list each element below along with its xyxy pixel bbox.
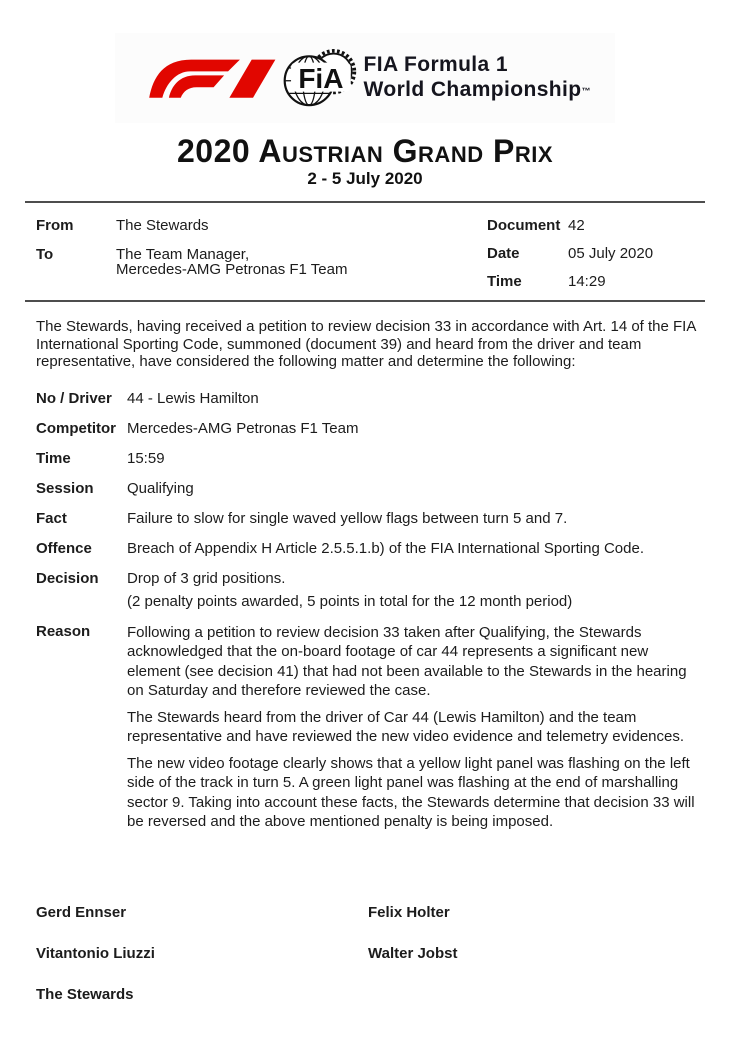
session-value: Qualifying — [127, 479, 194, 497]
field-row-time — [36, 450, 700, 467]
time-label: Time — [487, 273, 522, 290]
document-body — [25, 318, 705, 832]
reason-paragraph-2: The Stewards heard from the driver of Car 44 (Lewis Hamilton) and the team representative and have reviewed the new video evidence and telemetry evidences. — [127, 708, 685, 745]
document-label: Document — [487, 217, 561, 234]
meta-row-from — [36, 218, 486, 234]
reason-paragraph-1: Following a petition to review decision 33 taken after Qualifying, the Stewards acknowledged that the on-board footage of car 44 represents a significant new element (see decision 41) that had not been available to the Stewards in the hearing on Saturday and therefore reviewed the case. — [127, 623, 687, 699]
time-value: 14:29 — [568, 273, 606, 290]
decision-line1: Drop of 3 grid positions. — [127, 569, 286, 587]
document-number: 42 — [568, 217, 585, 234]
signature-block — [25, 904, 705, 1003]
header-logo-strip — [115, 33, 615, 123]
meta-left — [36, 218, 486, 277]
wordmark-line2: World Championship™ — [363, 78, 591, 101]
signature-row-2 — [36, 945, 705, 962]
decision-label: Decision — [36, 569, 99, 587]
field-row-competitor — [36, 420, 700, 437]
field-row-no-driver — [36, 390, 700, 407]
decision-value — [127, 570, 700, 610]
meta-row-time — [487, 274, 717, 290]
fia-logo-icon — [282, 46, 358, 110]
f1-logo-icon — [140, 55, 278, 101]
incident-time-label: Time — [36, 449, 71, 467]
to-value — [116, 247, 347, 277]
reason-value — [127, 623, 700, 832]
no-driver-label: No / Driver — [36, 389, 112, 407]
field-row-fact — [36, 510, 700, 527]
offence-label: Offence — [36, 539, 92, 557]
document-meta — [25, 203, 705, 300]
from-value: The Stewards — [116, 217, 209, 234]
date-label: Date — [487, 245, 520, 262]
to-label: To — [36, 246, 54, 263]
offence-value: Breach of Appendix H Article 2.5.5.1.b) of the FIA International Sporting Code. — [127, 539, 644, 557]
decision-fields — [36, 390, 700, 832]
steward-name-3: Vitantonio Liuzzi — [36, 944, 155, 962]
field-row-session — [36, 480, 700, 497]
field-row-decision — [36, 570, 700, 610]
steward-name-1: Gerd Ennser — [36, 903, 127, 921]
competitor-label: Competitor — [36, 419, 116, 437]
event-date-range: 2 - 5 July 2020 — [307, 169, 423, 188]
reason-paragraph-3: The new video footage clearly shows that a yellow light panel was flashing on the left side of the track in turn 5. A green light panel was flashing at the end of marshalling sector 9. Taking into account these facts, the Stewards determine that decision 33 will be reversed and the above mentioned penalty is being imposed. — [127, 754, 695, 830]
fia-wordmark — [364, 52, 591, 104]
event-title: 2020 Austrian Grand Prix — [176, 133, 553, 169]
field-row-reason — [36, 623, 700, 832]
competitor-value: Mercedes-AMG Petronas F1 Team — [127, 419, 359, 437]
intro-paragraph: The Stewards, having received a petition to review decision 33 in accordance with Art. 14 of the FIA International Sporting Code, summoned (document 39) and heard from the driver and team representative, have considered the following matter and determine the following: — [36, 318, 696, 370]
fact-label: Fact — [36, 509, 67, 527]
field-row-offence — [36, 540, 700, 557]
decision-line2: (2 penalty points awarded, 5 points in total for the 12 month period) — [127, 592, 573, 610]
wordmark-line1: FIA Formula 1 — [363, 53, 508, 76]
trademark-symbol: ™ — [581, 86, 591, 96]
date-value: 05 July 2020 — [568, 245, 654, 262]
fia-decision-document — [0, 33, 730, 1003]
no-driver-value: 44 - Lewis Hamilton — [127, 389, 259, 407]
meta-row-document — [487, 218, 717, 234]
steward-name-2: Felix Holter — [368, 903, 450, 921]
from-label: From — [36, 217, 74, 234]
incident-time-value: 15:59 — [127, 449, 165, 467]
meta-row-date — [487, 246, 717, 262]
steward-name-4: Walter Jobst — [368, 944, 458, 962]
meta-right — [487, 218, 717, 302]
session-label: Session — [36, 479, 94, 497]
to-value-line2: Mercedes-AMG Petronas F1 Team — [116, 261, 348, 278]
reason-label: Reason — [36, 622, 91, 640]
fact-value: Failure to slow for single waved yellow flags between turn 5 and 7. — [127, 509, 568, 527]
signature-footer: The Stewards — [36, 985, 134, 1003]
fia-logo-text: FiA — [297, 62, 343, 94]
to-value-line1: The Team Manager, — [116, 246, 250, 263]
meta-row-to — [36, 247, 486, 277]
signature-row-1 — [36, 904, 705, 921]
